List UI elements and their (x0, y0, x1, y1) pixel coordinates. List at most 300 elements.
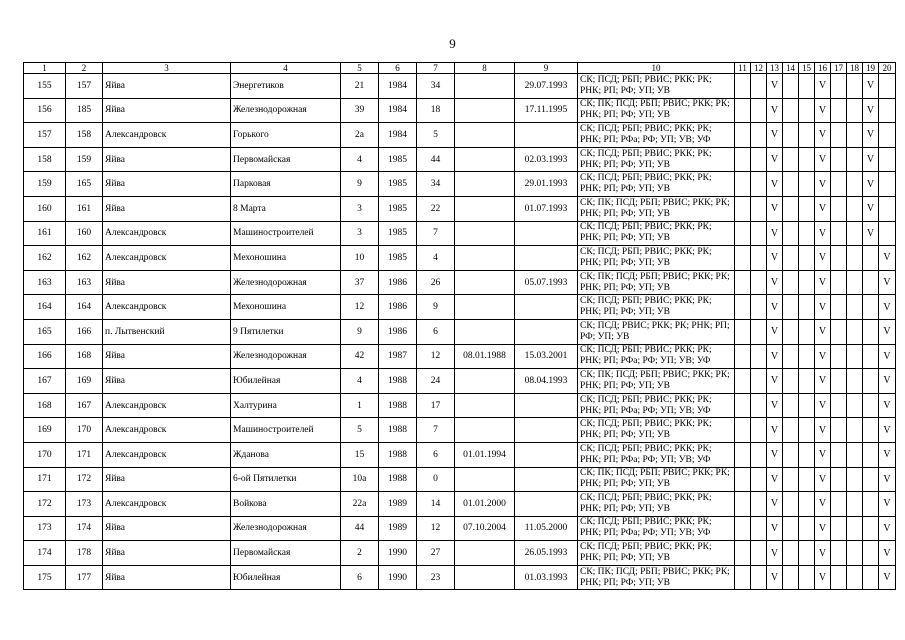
record-id-cell: 167 (66, 393, 103, 418)
count-cell: 14 (417, 492, 455, 517)
table-row (24, 393, 896, 418)
mark-col-16-cell: V (815, 270, 831, 295)
street-cell: Юбилейная (231, 369, 341, 394)
mark-col-13-cell: V (767, 565, 783, 590)
street-cell: Мехоношина (231, 246, 341, 271)
table-row (24, 467, 896, 492)
count-cell: 6 (417, 442, 455, 467)
codes-line-1: СК; ПК; ПСД; РБП; РВИС; РКК; РК; (580, 566, 730, 577)
mark-col-11-cell (735, 196, 751, 221)
row-number-cell: 172 (24, 492, 66, 517)
column-header-20: 20 (879, 63, 896, 74)
table-row (24, 147, 896, 172)
codes-line-1: СК; ПСД; РБП; РВИС; РКК; РК; (580, 74, 712, 85)
mark-col-19-cell: V (863, 74, 879, 99)
row-number-cell: 164 (24, 295, 66, 320)
codes-cell (578, 98, 735, 123)
mark-col-12-cell (751, 369, 767, 394)
mark-col-14-cell (783, 418, 799, 443)
codes-cell (578, 319, 735, 344)
street-cell: Юбилейная (231, 565, 341, 590)
mark-col-14-cell (783, 74, 799, 99)
column-header-13: 13 (767, 63, 783, 74)
date-2-cell (515, 492, 578, 517)
date-1-cell (455, 369, 515, 394)
mark-col-12-cell (751, 492, 767, 517)
mark-col-17-cell (831, 172, 847, 197)
mark-col-13-cell: V (767, 98, 783, 123)
codes-cell (578, 123, 735, 148)
mark-col-11-cell (735, 344, 751, 369)
mark-col-14-cell (783, 270, 799, 295)
mark-col-12-cell (751, 393, 767, 418)
mark-col-18-cell (847, 246, 863, 271)
mark-col-11-cell (735, 74, 751, 99)
house-number-cell: 37 (341, 270, 379, 295)
row-number-cell: 169 (24, 418, 66, 443)
mark-col-15-cell (799, 74, 815, 99)
table-row (24, 369, 896, 394)
mark-col-19-cell (863, 369, 879, 394)
mark-col-19-cell (863, 442, 879, 467)
settlement-cell: Яйва (103, 344, 231, 369)
settlement-cell: Яйва (103, 541, 231, 566)
record-id-cell: 162 (66, 246, 103, 271)
record-id-cell: 166 (66, 319, 103, 344)
build-year-cell: 1988 (379, 467, 417, 492)
row-number-cell: 155 (24, 74, 66, 99)
build-year-cell: 1985 (379, 172, 417, 197)
codes-line-1: СК; ПСД; РБП; РВИС; РКК; РК; (580, 246, 712, 257)
codes-line-1: СК; ПСД; РБП; РВИС; РКК; РК; (580, 419, 712, 430)
mark-col-11-cell (735, 172, 751, 197)
table-row (24, 418, 896, 443)
mark-col-13-cell: V (767, 516, 783, 541)
mark-col-11-cell (735, 393, 751, 418)
settlement-cell: Яйва (103, 74, 231, 99)
street-cell: 9 Пятилетки (231, 319, 341, 344)
mark-col-16-cell: V (815, 196, 831, 221)
mark-col-19-cell (863, 295, 879, 320)
table-row (24, 246, 896, 271)
mark-col-17-cell (831, 516, 847, 541)
mark-col-12-cell (751, 467, 767, 492)
codes-cell (578, 369, 735, 394)
mark-col-11-cell (735, 295, 751, 320)
table-row (24, 344, 896, 369)
settlement-cell: Александровск (103, 221, 231, 246)
date-1-cell: 01.01.1994 (455, 442, 515, 467)
column-header-7: 7 (417, 63, 455, 74)
count-cell: 4 (417, 246, 455, 271)
date-2-cell: 29.07.1993 (515, 74, 578, 99)
count-cell: 44 (417, 147, 455, 172)
row-number-cell: 162 (24, 246, 66, 271)
table-row (24, 196, 896, 221)
street-cell: Железнодорожная (231, 516, 341, 541)
codes-line-1: СК; ПСД; РБП; РВИС; РКК; РК; (580, 148, 712, 159)
build-year-cell: 1986 (379, 319, 417, 344)
mark-col-17-cell (831, 123, 847, 148)
build-year-cell: 1984 (379, 98, 417, 123)
date-2-cell: 01.03.1993 (515, 565, 578, 590)
count-cell: 0 (417, 467, 455, 492)
date-2-cell: 17.11.1995 (515, 98, 578, 123)
settlement-cell: Яйва (103, 196, 231, 221)
house-number-cell: 10 (341, 246, 379, 271)
table-row (24, 221, 896, 246)
mark-col-13-cell: V (767, 442, 783, 467)
mark-col-11-cell (735, 319, 751, 344)
mark-col-18-cell (847, 270, 863, 295)
mark-col-19-cell (863, 467, 879, 492)
mark-col-14-cell (783, 393, 799, 418)
house-number-cell: 42 (341, 344, 379, 369)
street-cell: Железнодорожная (231, 98, 341, 123)
mark-col-17-cell (831, 147, 847, 172)
row-number-cell: 161 (24, 221, 66, 246)
date-1-cell (455, 565, 515, 590)
codes-cell (578, 492, 735, 517)
record-id-cell: 157 (66, 74, 103, 99)
codes-line-1: СК; ПК; ПСД; РБП; РВИС; РКК; РК; (580, 197, 730, 208)
date-1-cell (455, 270, 515, 295)
codes-cell (578, 221, 735, 246)
date-1-cell: 07.10.2004 (455, 516, 515, 541)
house-number-cell: 12 (341, 295, 379, 320)
codes-line-2: РНК; РП; РФ; УП; УВ (580, 110, 670, 121)
count-cell: 7 (417, 221, 455, 246)
count-cell: 18 (417, 98, 455, 123)
mark-col-20-cell (879, 221, 896, 246)
mark-col-11-cell (735, 123, 751, 148)
codes-line-2: РНК; РП; РФ; УП; УВ (580, 307, 670, 318)
table-row (24, 516, 896, 541)
mark-col-19-cell (863, 541, 879, 566)
mark-col-14-cell (783, 369, 799, 394)
mark-col-13-cell: V (767, 418, 783, 443)
mark-col-12-cell (751, 565, 767, 590)
column-header-3: 3 (103, 63, 231, 74)
codes-cell (578, 270, 735, 295)
house-number-cell: 1 (341, 393, 379, 418)
date-1-cell (455, 295, 515, 320)
record-id-cell: 174 (66, 516, 103, 541)
codes-cell (578, 442, 735, 467)
house-number-cell: 21 (341, 74, 379, 99)
mark-col-16-cell: V (815, 344, 831, 369)
mark-col-16-cell: V (815, 541, 831, 566)
mark-col-12-cell (751, 147, 767, 172)
mark-col-16-cell: V (815, 221, 831, 246)
mark-col-11-cell (735, 565, 751, 590)
mark-col-14-cell (783, 295, 799, 320)
mark-col-19-cell (863, 418, 879, 443)
mark-col-14-cell (783, 319, 799, 344)
column-header-18: 18 (847, 63, 863, 74)
mark-col-14-cell (783, 344, 799, 369)
mark-col-17-cell (831, 541, 847, 566)
house-number-cell: 9 (341, 319, 379, 344)
date-1-cell (455, 221, 515, 246)
codes-line-1: СК; ПК; ПСД; РБП; РВИС; РКК; РК; (580, 369, 730, 380)
mark-col-13-cell: V (767, 295, 783, 320)
mark-col-14-cell (783, 565, 799, 590)
codes-line-2: РНК; РП; РФ; УП; УВ (580, 577, 670, 588)
mark-col-16-cell: V (815, 565, 831, 590)
mark-col-14-cell (783, 246, 799, 271)
mark-col-12-cell (751, 516, 767, 541)
mark-col-15-cell (799, 123, 815, 148)
mark-col-13-cell: V (767, 492, 783, 517)
mark-col-18-cell (847, 98, 863, 123)
settlement-cell: Яйва (103, 98, 231, 123)
street-cell: Машиностроителей (231, 418, 341, 443)
mark-col-20-cell: V (879, 369, 896, 394)
mark-col-11-cell (735, 492, 751, 517)
mark-col-20-cell: V (879, 344, 896, 369)
mark-col-15-cell (799, 319, 815, 344)
codes-line-2: РНК; РП; РФа; РФ; УП; УВ; УФ (580, 405, 711, 416)
build-year-cell: 1988 (379, 418, 417, 443)
build-year-cell: 1989 (379, 516, 417, 541)
mark-col-16-cell: V (815, 98, 831, 123)
mark-col-17-cell (831, 319, 847, 344)
row-number-cell: 156 (24, 98, 66, 123)
mark-col-11-cell (735, 98, 751, 123)
mark-col-14-cell (783, 123, 799, 148)
settlement-cell: Яйва (103, 369, 231, 394)
codes-line-2: РНК; РП; РФ; УП; УВ (580, 159, 670, 170)
count-cell: 34 (417, 74, 455, 99)
codes-cell (578, 565, 735, 590)
house-number-cell: 22а (341, 492, 379, 517)
row-number-cell: 158 (24, 147, 66, 172)
record-id-cell: 165 (66, 172, 103, 197)
codes-line-2: РНК; РП; РФ; УП; УВ (580, 184, 670, 195)
mark-col-11-cell (735, 516, 751, 541)
date-1-cell (455, 172, 515, 197)
mark-col-20-cell (879, 98, 896, 123)
house-number-cell: 15 (341, 442, 379, 467)
mark-col-20-cell: V (879, 541, 896, 566)
mark-col-18-cell (847, 541, 863, 566)
settlement-cell: Александровск (103, 246, 231, 271)
mark-col-17-cell (831, 369, 847, 394)
header-row (24, 63, 896, 74)
column-header-5: 5 (341, 63, 379, 74)
date-2-cell: 01.07.1993 (515, 196, 578, 221)
codes-line-2: РФ; УП; УВ (580, 331, 630, 342)
row-number-cell: 170 (24, 442, 66, 467)
date-2-cell: 11.05.2000 (515, 516, 578, 541)
mark-col-15-cell (799, 492, 815, 517)
mark-col-12-cell (751, 172, 767, 197)
mark-col-14-cell (783, 516, 799, 541)
mark-col-11-cell (735, 246, 751, 271)
date-1-cell (455, 147, 515, 172)
street-cell: Железнодорожная (231, 344, 341, 369)
date-2-cell (515, 467, 578, 492)
table-row (24, 295, 896, 320)
count-cell: 26 (417, 270, 455, 295)
table-row (24, 98, 896, 123)
house-number-cell: 4 (341, 369, 379, 394)
date-2-cell (515, 221, 578, 246)
codes-cell (578, 467, 735, 492)
date-2-cell: 02.03.1993 (515, 147, 578, 172)
table-row (24, 442, 896, 467)
build-year-cell: 1990 (379, 541, 417, 566)
count-cell: 9 (417, 295, 455, 320)
housing-table (23, 62, 896, 590)
mark-col-20-cell: V (879, 270, 896, 295)
codes-line-2: РНК; РП; РФа; РФ; УП; УВ; УФ (580, 528, 711, 539)
row-number-cell: 175 (24, 565, 66, 590)
build-year-cell: 1986 (379, 295, 417, 320)
record-id-cell: 164 (66, 295, 103, 320)
date-1-cell: 08.01.1988 (455, 344, 515, 369)
mark-col-20-cell: V (879, 516, 896, 541)
date-2-cell (515, 393, 578, 418)
count-cell: 27 (417, 541, 455, 566)
mark-col-14-cell (783, 492, 799, 517)
column-header-14: 14 (783, 63, 799, 74)
table-row (24, 172, 896, 197)
street-cell: Халтурина (231, 393, 341, 418)
settlement-cell: Яйва (103, 270, 231, 295)
codes-cell (578, 295, 735, 320)
mark-col-11-cell (735, 442, 751, 467)
settlement-cell: Яйва (103, 565, 231, 590)
street-cell: 8 Марта (231, 196, 341, 221)
mark-col-18-cell (847, 467, 863, 492)
mark-col-15-cell (799, 369, 815, 394)
count-cell: 23 (417, 565, 455, 590)
date-2-cell (515, 418, 578, 443)
codes-line-2: РНК; РП; РФ; УП; УВ (580, 85, 670, 96)
mark-col-19-cell (863, 270, 879, 295)
mark-col-18-cell (847, 172, 863, 197)
build-year-cell: 1985 (379, 221, 417, 246)
codes-line-1: СК; ПСД; РБП; РВИС; РКК; РК; (580, 394, 712, 405)
mark-col-13-cell: V (767, 319, 783, 344)
codes-line-1: СК; ПСД; РБП; РВИС; РКК; РК; (580, 517, 712, 528)
mark-col-16-cell: V (815, 418, 831, 443)
mark-col-12-cell (751, 418, 767, 443)
codes-line-1: СК; ПК; ПСД; РБП; РВИС; РКК; РК; (580, 468, 730, 479)
mark-col-20-cell (879, 123, 896, 148)
record-id-cell: 171 (66, 442, 103, 467)
mark-col-11-cell (735, 221, 751, 246)
mark-col-18-cell (847, 516, 863, 541)
street-cell: Энергетиков (231, 74, 341, 99)
mark-col-14-cell (783, 541, 799, 566)
mark-col-14-cell (783, 442, 799, 467)
codes-cell (578, 418, 735, 443)
street-cell: Мехоношина (231, 295, 341, 320)
column-header-1: 1 (24, 63, 66, 74)
mark-col-13-cell: V (767, 541, 783, 566)
record-id-cell: 163 (66, 270, 103, 295)
settlement-cell: Яйва (103, 516, 231, 541)
mark-col-13-cell: V (767, 393, 783, 418)
mark-col-17-cell (831, 295, 847, 320)
mark-col-11-cell (735, 147, 751, 172)
mark-col-11-cell (735, 270, 751, 295)
record-id-cell: 160 (66, 221, 103, 246)
column-header-9: 9 (515, 63, 578, 74)
street-cell: Горького (231, 123, 341, 148)
build-year-cell: 1985 (379, 246, 417, 271)
mark-col-16-cell: V (815, 369, 831, 394)
build-year-cell: 1985 (379, 196, 417, 221)
mark-col-20-cell (879, 147, 896, 172)
mark-col-19-cell (863, 344, 879, 369)
codes-line-1: СК; ПСД; РБП; РВИС; РКК; РК; (580, 123, 712, 134)
date-2-cell: 26.05.1993 (515, 541, 578, 566)
codes-line-2: РНК; РП; РФ; УП; УВ (580, 553, 670, 564)
row-number-cell: 166 (24, 344, 66, 369)
settlement-cell: Александровск (103, 123, 231, 148)
count-cell: 7 (417, 418, 455, 443)
row-number-cell: 173 (24, 516, 66, 541)
mark-col-17-cell (831, 565, 847, 590)
row-number-cell: 160 (24, 196, 66, 221)
mark-col-13-cell: V (767, 344, 783, 369)
mark-col-20-cell: V (879, 418, 896, 443)
codes-line-2: РНК; РП; РФ; УП; УВ (580, 479, 670, 490)
table-row (24, 319, 896, 344)
date-1-cell (455, 196, 515, 221)
mark-col-19-cell: V (863, 221, 879, 246)
settlement-cell: Яйва (103, 467, 231, 492)
mark-col-16-cell: V (815, 467, 831, 492)
mark-col-11-cell (735, 369, 751, 394)
build-year-cell: 1986 (379, 270, 417, 295)
row-number-cell: 171 (24, 467, 66, 492)
mark-col-20-cell: V (879, 467, 896, 492)
house-number-cell: 2 (341, 541, 379, 566)
date-1-cell (455, 319, 515, 344)
column-header-6: 6 (379, 63, 417, 74)
mark-col-19-cell (863, 492, 879, 517)
row-number-cell: 165 (24, 319, 66, 344)
mark-col-19-cell (863, 516, 879, 541)
date-2-cell (515, 295, 578, 320)
date-2-cell (515, 246, 578, 271)
row-number-cell: 174 (24, 541, 66, 566)
house-number-cell: 9 (341, 172, 379, 197)
mark-col-18-cell (847, 196, 863, 221)
mark-col-12-cell (751, 319, 767, 344)
mark-col-17-cell (831, 442, 847, 467)
codes-line-1: СК; ПСД; РБП; РВИС; РКК; РК; (580, 222, 712, 233)
codes-cell (578, 246, 735, 271)
table-row (24, 541, 896, 566)
mark-col-20-cell: V (879, 393, 896, 418)
mark-col-12-cell (751, 270, 767, 295)
mark-col-20-cell: V (879, 442, 896, 467)
mark-col-14-cell (783, 467, 799, 492)
mark-col-12-cell (751, 442, 767, 467)
column-header-4: 4 (231, 63, 341, 74)
build-year-cell: 1985 (379, 147, 417, 172)
column-header-8: 8 (455, 63, 515, 74)
mark-col-20-cell (879, 196, 896, 221)
mark-col-18-cell (847, 221, 863, 246)
codes-line-2: РНК; РП; РФ; УП; УВ (580, 430, 670, 441)
